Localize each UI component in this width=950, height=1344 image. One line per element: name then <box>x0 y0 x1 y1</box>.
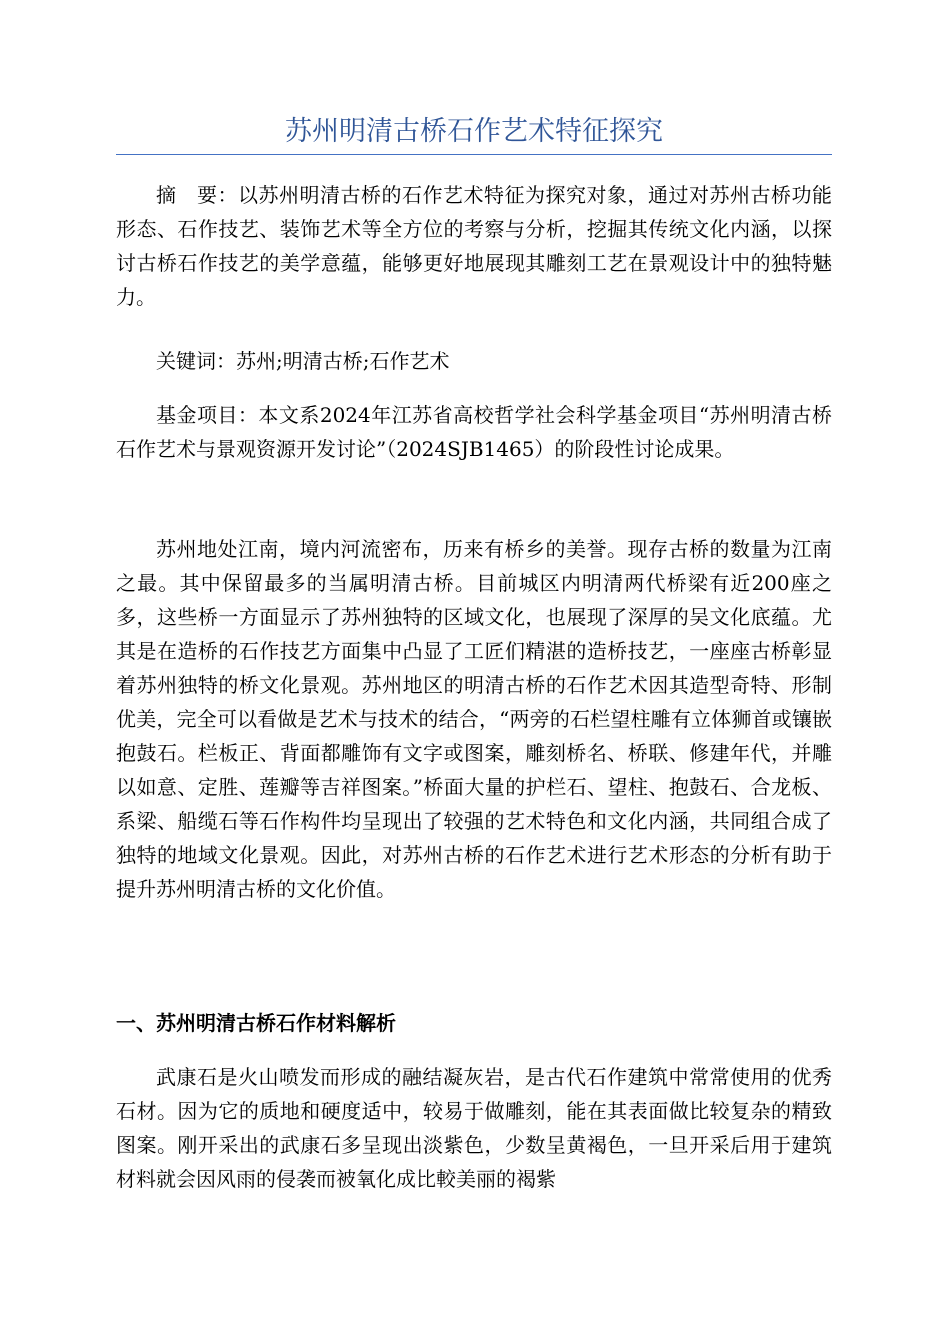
paper-title: 苏州明清古桥石作艺术特征探究 <box>285 116 663 147</box>
fund-paragraph <box>116 398 832 466</box>
section-paragraph: 武康石是火山喷发而形成的融结凝灰岩，是古代石作建筑中常常使用的优秀石材。因为它的质地和硬度适中，较易于做雕刻，能在其表面做比较复杂的精致图案。刚开采出的武康石多呈现出淡紫色，少数呈黄褐色，一旦开采后用于建筑材料就会因风雨的侵袭而被氧化成比較美丽的褐紫 <box>116 1065 832 1191</box>
intro-paragraph: 苏州地处江南，境内河流密布，历来有桥乡的美誉。现存古桥的数量为江南之最。其中保留最多的当属明清古桥。目前城区内明清两代桥梁有近200座之多，这些桥一方面显示了苏州独特的区域文化，也展现了深厚的吴文化底蕴。尤其是在造桥的石作技艺方面集中凸显了工匠们精湛的造桥技艺，一座座古桥彰显着苏州独特的桥文化景观。苏州地区的明清古桥的石作艺术因其造型奇特、形制优美，完全可以看做是艺术与技术的结合，“两旁的石栏望柱雕有立体狮首或镶嵌抱鼓石。栏板正、背面都雕饰有文字或图案，雕刻桥名、桥联、修建年代，并雕以如意、定胜、莲瓣等吉祥图案。”桥面大量的护栏石、望柱、抱鼓石、合龙板、系梁、船缆石等石作构件均呈现出了较强的艺术特色和文化内涵，共同组合成了独特的地域文化景观。因此，对苏州古桥的石作艺术进行艺术形态的分析有助于提升苏州明清古桥的文化价值。 <box>116 537 832 901</box>
keywords-label: 关键词： <box>156 349 236 373</box>
abstract-label: 摘 要： <box>156 183 238 207</box>
section-heading: 一、苏州明清古桥石作材料解析 <box>116 1011 396 1035</box>
title-underline <box>116 154 832 155</box>
abstract-paragraph <box>116 178 832 314</box>
keywords-text: 苏州;明清古桥;石作艺术 <box>236 349 450 373</box>
fund-label: 基金项目： <box>156 403 259 427</box>
fund-text: 本文系2024年江苏省高校哲学社会科学基金项目“苏州明清古桥石作艺术与景观资源开发讨论”（2024SJB1465）的阶段性讨论成果。 <box>116 403 833 461</box>
keywords-paragraph <box>116 344 832 378</box>
abstract-text: 以苏州明清古桥的石作艺术特征为探究对象，通过对苏州古桥功能形态、石作技艺、装饰艺术等全方位的考察与分析，挖掘其传统文化内涵，以探讨古桥石作技艺的美学意蕴，能够更好地展现其雕刻工艺在景观设计中的独特魅力。 <box>116 183 832 309</box>
